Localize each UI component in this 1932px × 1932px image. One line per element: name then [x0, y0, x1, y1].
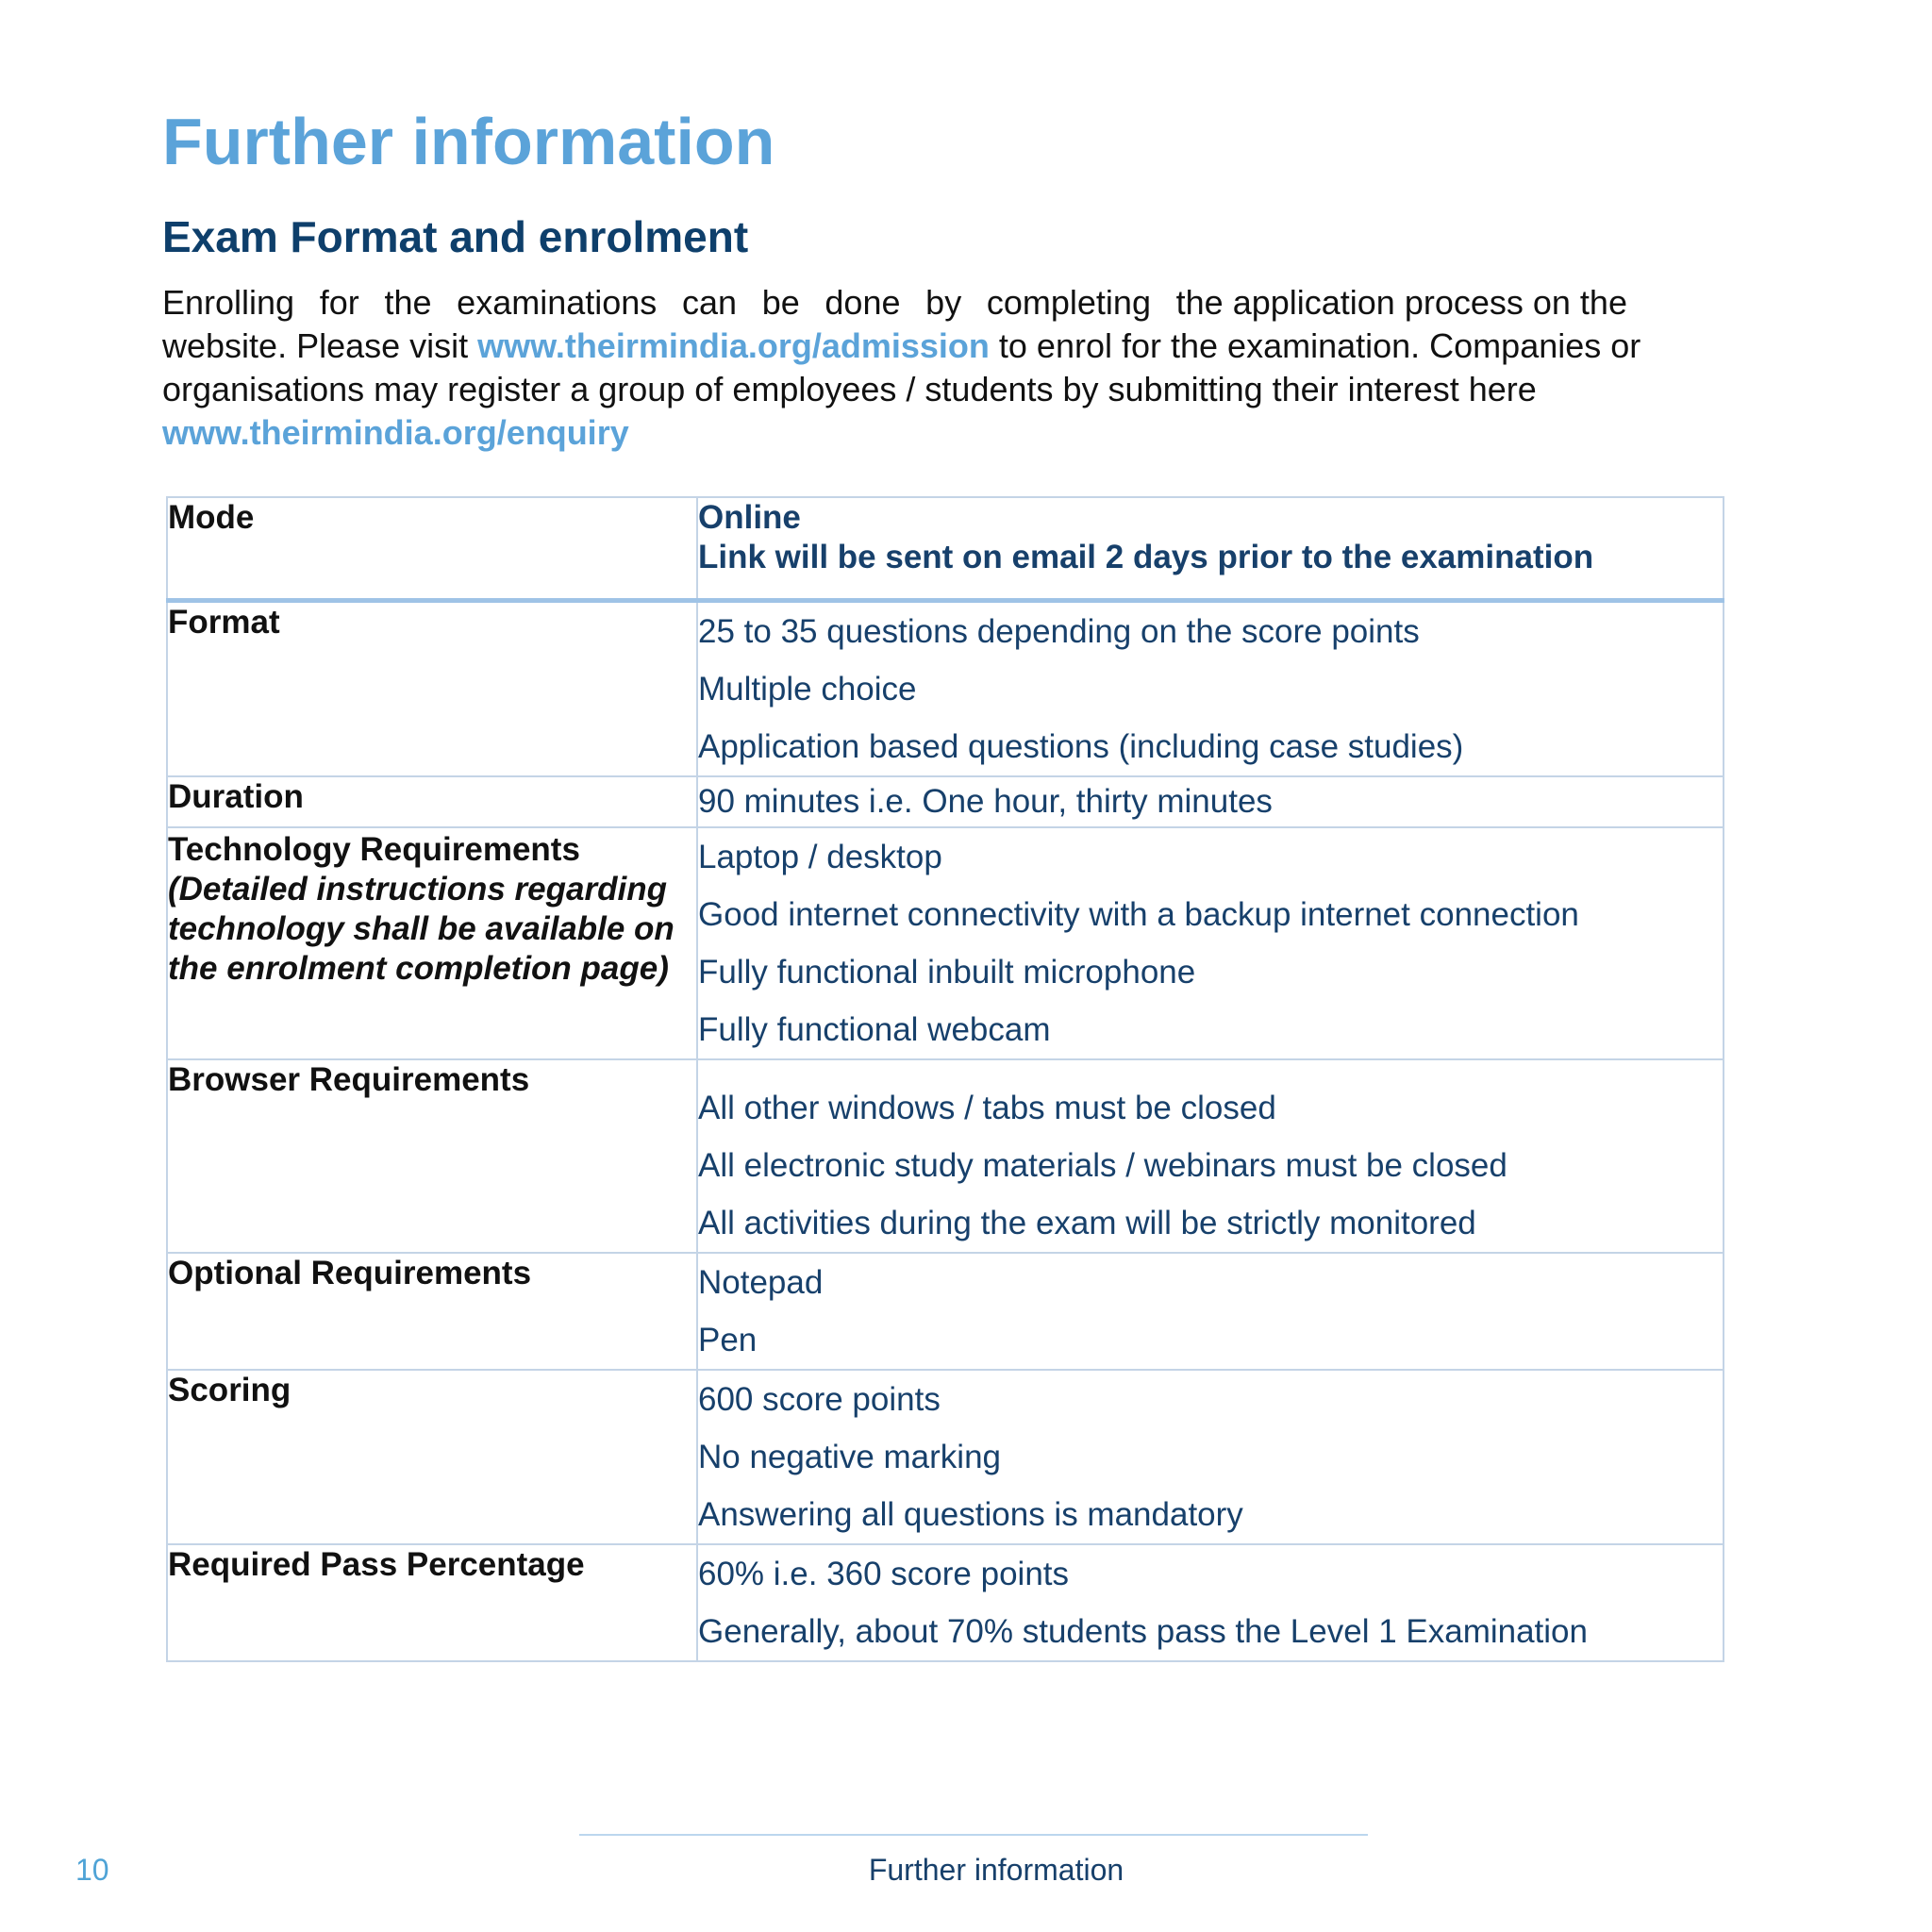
table-row-duration — [167, 776, 1724, 827]
value-item: All electronic study materials / webinars must be closed — [698, 1147, 1507, 1184]
intro-word: the — [384, 283, 432, 322]
row-label: Required Pass Percentage — [167, 1544, 697, 1661]
intro-word: be — [761, 283, 800, 322]
intro-word: completing — [986, 283, 1151, 322]
value-item: Laptop / desktop — [698, 839, 942, 875]
value-item: Pen — [698, 1322, 758, 1358]
footer-title: Further information — [868, 1853, 1124, 1887]
value-item: 60% i.e. 360 score points — [698, 1556, 1070, 1592]
section-title: Exam Format and enrolment — [162, 212, 749, 261]
row-value — [697, 827, 1724, 1059]
intro-word: for — [319, 283, 359, 322]
intro-word: examinations — [457, 283, 658, 322]
row-label — [167, 827, 697, 1059]
value-item: No negative marking — [698, 1439, 1001, 1475]
row-value — [697, 1059, 1724, 1253]
value-item: 25 to 35 questions depending on the score points — [698, 613, 1420, 650]
intro-word: by — [925, 283, 962, 322]
label-text: Technology Requirements — [168, 831, 580, 868]
value-item: All other windows / tabs must be closed — [698, 1090, 1276, 1126]
row-value — [697, 497, 1724, 601]
value-item: Generally, about 70% students pass the Level 1 Examination — [698, 1613, 1588, 1650]
value-item: All activities during the exam will be strictly monitored — [698, 1205, 1476, 1241]
footer-divider — [579, 1834, 1368, 1836]
enquiry-link[interactable]: www.theirmindia.org/enquiry — [162, 413, 629, 452]
row-value — [697, 1544, 1724, 1661]
row-label: Mode — [167, 497, 697, 601]
intro-word: done — [824, 283, 901, 322]
value-item: Notepad — [698, 1264, 824, 1301]
mode-note: Link will be sent on email 2 days prior to the examination — [698, 539, 1594, 575]
admission-link[interactable]: www.theirmindia.org/admission — [477, 326, 990, 365]
table-row-optional — [167, 1253, 1724, 1370]
table-row-scoring — [167, 1370, 1724, 1544]
value-item: Multiple choice — [698, 671, 917, 708]
exam-info-table — [166, 496, 1724, 1662]
row-label: Browser Requirements — [167, 1059, 697, 1253]
row-label: Scoring — [167, 1370, 697, 1544]
row-value — [697, 601, 1724, 777]
page-title: Further information — [162, 105, 775, 178]
value-item: Answering all questions is mandatory — [698, 1496, 1243, 1533]
value-item: Application based questions (including case studies) — [698, 728, 1464, 765]
intro-word: the application process on the — [1175, 283, 1627, 322]
row-value — [697, 1253, 1724, 1370]
value-item: Good internet connectivity with a backup internet connection — [698, 896, 1579, 933]
table-row-format — [167, 601, 1724, 777]
table-row-pass — [167, 1544, 1724, 1661]
intro-paragraph — [162, 281, 1738, 455]
table-row-mode — [167, 497, 1724, 601]
row-label: Optional Requirements — [167, 1253, 697, 1370]
intro-word: can — [681, 283, 738, 322]
row-value — [697, 1370, 1724, 1544]
value-item: Fully functional inbuilt microphone — [698, 954, 1196, 991]
intro-line-4 — [162, 411, 1738, 455]
value-item: 600 score points — [698, 1381, 941, 1418]
row-label: Duration — [167, 776, 697, 827]
value-item: Fully functional webcam — [698, 1011, 1051, 1048]
row-label: Format — [167, 601, 697, 777]
intro-text: to enrol for the examination. Companies or — [989, 326, 1641, 365]
page-number: 10 — [75, 1853, 109, 1887]
table-row-browser — [167, 1059, 1724, 1253]
table-row-technology — [167, 827, 1724, 1059]
mode-value: Online — [698, 499, 801, 536]
intro-text: website. Please visit — [162, 326, 478, 365]
intro-line-2 — [162, 325, 1738, 368]
row-value — [697, 776, 1724, 827]
intro-line-3: organisations may register a group of employees / students by submitting their interest here — [162, 370, 1537, 408]
intro-word: Enrolling — [162, 283, 295, 322]
label-note: (Detailed instructions regarding technology shall be available on the enrolment completion page) — [168, 871, 675, 987]
intro-line-1 — [162, 281, 1627, 325]
value-item: 90 minutes i.e. One hour, thirty minutes — [698, 783, 1273, 820]
